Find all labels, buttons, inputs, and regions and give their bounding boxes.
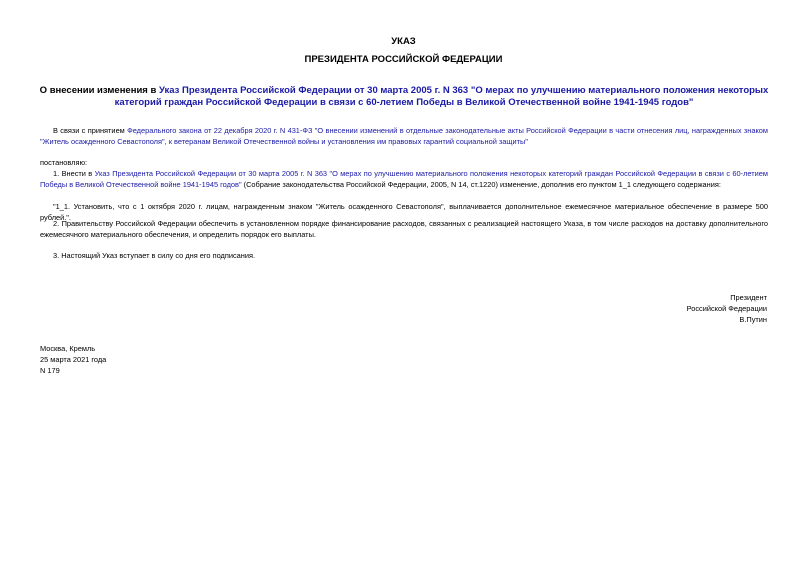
place: Москва, Кремль [40, 344, 96, 353]
document-heading [36, 85, 772, 109]
preamble-prefix: В связи с принятием [53, 126, 128, 135]
link-ukaz-363[interactable]: Указ Президента Российской Федерации от 30 марта 2005 г. N 363 "О мерах по улучшению материального положения некоторых категорий граждан Российской Федерации в связи с 60-летием Победы в Великой Отечественной войне 1941-1945 годов" [40, 169, 768, 189]
document-type-title: УКАЗ [391, 36, 416, 47]
clause-1-suffix: (Собрание законодательства Российской Федерации, 2005, N 14, ст.1220) изменение, дополнив его пунктом 1_1 следующего содержания: [241, 180, 721, 189]
signature-name: В.Путин [739, 315, 767, 324]
link-federal-law-431[interactable]: Федерального закона от 22 декабря 2020 г. N 431-ФЗ "О внесении изменений в отдельные законодательные акты Российской Федерации в части отнесения лиц, награжденных знаком "Житель осажденного Севастополя", к ветеранам Великой Отечественной войны и установления им правовых гарантий социальной защиты" [40, 126, 768, 146]
signature-title: Президент [730, 293, 767, 302]
signature-block [687, 292, 767, 325]
clause-1-prefix: 1. Внести в [53, 169, 95, 178]
place-date-block [40, 343, 106, 376]
date: 25 марта 2021 года [40, 355, 107, 364]
signature-country: Российской Федерации [686, 304, 767, 313]
preamble-paragraph [40, 125, 768, 147]
clause-2-paragraph: 2. Правительству Российской Федерации обеспечить в установленном порядке финансирование расходов, связанных с реализацией настоящего Указа, в том числе расходов на доставку дополнительного ежемесячного материального обеспечения, и определить порядок его выплаты. [40, 219, 768, 239]
heading-prefix: О внесении изменения в [39, 85, 159, 96]
clause-1-1-paragraph: "1_1. Установить, что с 1 октября 2020 г. лицам, награжденным знаком "Житель осажденного Севастополя", выплачивается дополнительное ежемесячное материальное обеспечение в размере 500 рублей.". [40, 202, 768, 222]
resolve-paragraph: постановляю: [40, 158, 88, 167]
clause-1-paragraph [40, 168, 768, 190]
document-number: N 179 [40, 366, 60, 375]
issuer-title: ПРЕЗИДЕНТА РОССИЙСКОЙ ФЕДЕРАЦИИ [304, 54, 503, 65]
heading-link-ukaz-363[interactable]: Указ Президента Российской Федерации от 30 марта 2005 г. N 363 "О мерах по улучшению материального положения некоторых категорий граждан Российской Федерации в связи с 60-летием Победы в Великой Отечественной войне 1941-1945 годов" [114, 85, 769, 108]
clause-3-paragraph: 3. Настоящий Указ вступает в силу со дня его подписания. [53, 251, 256, 260]
